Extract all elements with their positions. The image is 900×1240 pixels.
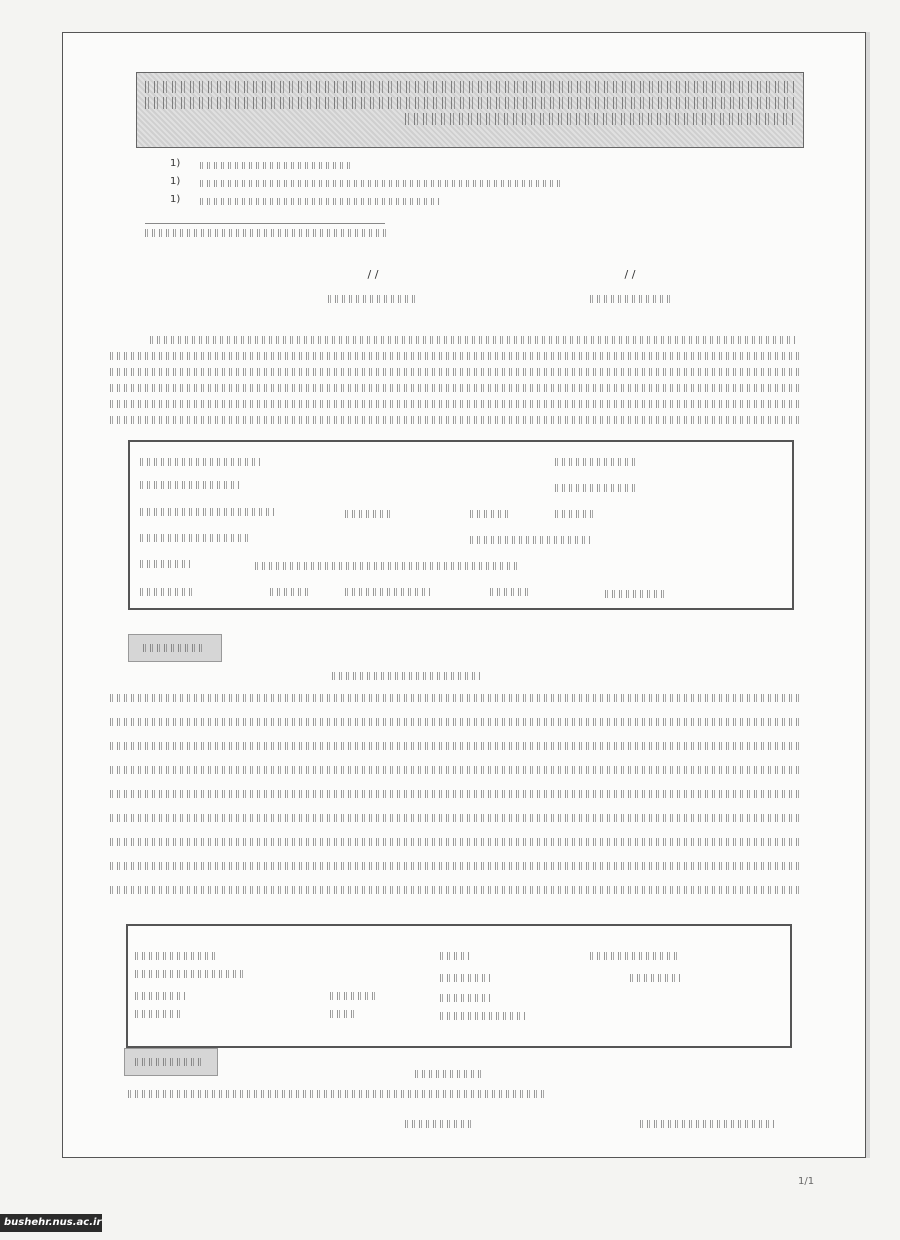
closing-title [415,1070,485,1078]
section-tag-2 [128,634,222,662]
guarantor-info-box [126,924,792,1048]
header-instructions [136,72,804,148]
signature-date: / / [367,268,379,281]
checklist-item [150,194,450,212]
signature-block-right [580,268,680,303]
checklist-item [150,158,450,176]
site-watermark: bushehr.nus.ac.ir [0,1214,102,1232]
closing-signature [405,1120,475,1128]
checklist-item [150,176,450,194]
checklist [150,158,450,212]
closing-statement [128,1090,548,1098]
checklist-number: 1) [170,194,181,205]
approval-line [145,229,390,237]
signature-date: / / [624,268,636,281]
section-tag-3 [124,1048,218,1076]
checklist-number: 1) [170,158,181,169]
checklist-number: 1) [170,176,181,187]
page-mark: 1/1 [798,1176,815,1187]
divider [145,223,385,224]
signature-block-left [318,268,428,303]
footer-code [640,1120,775,1128]
